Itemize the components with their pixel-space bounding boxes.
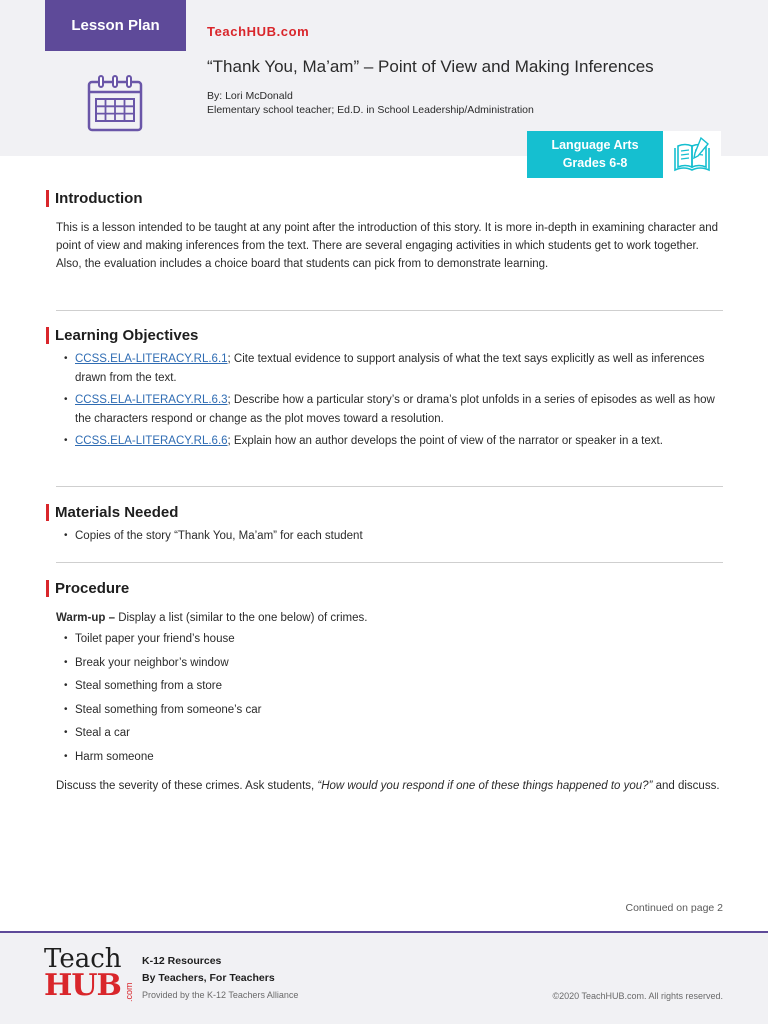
subject-badge — [527, 131, 663, 178]
logo-hub: HUB — [44, 968, 121, 1003]
discuss-text — [56, 777, 723, 795]
list-item: • Toilet paper your friend’s house — [64, 630, 723, 649]
procedure-section — [46, 578, 723, 795]
subject-label: Language Arts — [551, 138, 639, 152]
objectives-heading — [46, 325, 723, 345]
introduction-title: Introduction — [55, 189, 143, 207]
section-divider — [56, 562, 723, 563]
tagline-line-1: K-12 Resources — [142, 955, 222, 967]
lesson-plan-tab: Lesson Plan — [45, 0, 186, 51]
list-item — [64, 391, 723, 428]
discuss-intro: Discuss the severity of these crimes. Ask students, — [56, 780, 318, 793]
grades-label: Grades 6-8 — [562, 156, 628, 170]
list-item: • Steal a car — [64, 724, 723, 743]
objectives-section — [46, 325, 723, 451]
list-item: • Steal something from a store — [64, 677, 723, 696]
warmup-description: Display a list (similar to the one below) of crimes. — [115, 612, 368, 624]
list-item — [64, 350, 723, 387]
objective-text: ; Explain how an author develops the point of view of the narrator or speaker in a text. — [227, 435, 663, 447]
tagline-line-2: By Teachers, For Teachers — [142, 971, 275, 984]
warmup-label: Warm-up – — [56, 612, 115, 624]
open-book-icon — [671, 136, 713, 174]
materials-title: Materials Needed — [55, 503, 179, 521]
list-item: • Copies of the story “Thank You, Ma’am” for each student — [64, 527, 723, 546]
list-item: • Break your neighbor’s window — [64, 654, 723, 673]
author-name: By: Lori McDonald — [207, 90, 293, 102]
warmup-text — [56, 609, 723, 627]
introduction-section — [46, 188, 723, 274]
materials-list — [64, 527, 723, 546]
crimes-list — [64, 630, 723, 766]
introduction-text: This is a lesson intended to be taught at any point after the introduction of this story. It is more in-depth in examining character and point of view and making inferences from the text. There are several engaging activities in which students get to work together. Also, the evaluation includes a choice board that students can pick from to demonstrate learning. — [56, 222, 719, 271]
materials-section — [46, 502, 723, 546]
objective-text: ; Cite textual evidence to support analysis of what the text says explicitly as well as inferences drawn from the text. — [75, 353, 705, 384]
footer-tagline — [142, 953, 275, 986]
page-title: “Thank You, Ma’am” – Point of View and Making Inferences — [207, 57, 654, 76]
heading-accent-bar — [46, 580, 49, 597]
list-item: • Harm someone — [64, 748, 723, 767]
copyright: ©2020 TeachHUB.com. All rights reserved. — [552, 991, 723, 1001]
standard-link[interactable]: CCSS.ELA-LITERACY.RL.6.1 — [75, 353, 228, 365]
heading-accent-bar — [46, 190, 49, 207]
heading-accent-bar — [46, 327, 49, 344]
author-credentials: Elementary school teacher; Ed.D. in School Leadership/Administration — [207, 104, 534, 116]
standard-link[interactable]: CCSS.ELA-LITERACY.RL.6.6 — [75, 435, 228, 447]
discuss-question: “How would you respond if one of these things happened to you?” — [317, 780, 653, 793]
heading-accent-bar — [46, 504, 49, 521]
section-divider — [56, 310, 723, 311]
procedure-title: Procedure — [55, 579, 130, 597]
section-divider — [56, 486, 723, 487]
materials-heading — [46, 502, 723, 522]
list-item: • Steal something from someone’s car — [64, 701, 723, 720]
provided-by: Provided by the K-12 Teachers Alliance — [142, 990, 299, 1000]
logo-teach: Teach — [44, 944, 122, 974]
author-block — [207, 89, 534, 117]
logo-com: .com — [124, 982, 134, 1002]
discuss-end: and discuss. — [652, 780, 720, 793]
procedure-heading — [46, 578, 723, 598]
standard-link[interactable]: CCSS.ELA-LITERACY.RL.6.3 — [75, 394, 228, 406]
book-icon-box — [663, 131, 721, 178]
objectives-list — [64, 350, 723, 451]
list-item — [64, 432, 723, 451]
objectives-title: Learning Objectives — [55, 326, 199, 344]
teachhub-logo[interactable] — [44, 946, 134, 1004]
introduction-heading — [46, 188, 723, 208]
brand-name[interactable]: TeachHUB.com — [207, 24, 310, 39]
continued-note: Continued on page 2 — [625, 902, 723, 914]
calendar-icon — [86, 73, 144, 133]
objective-text: ; Describe how a particular story’s or drama’s plot unfolds in a series of episodes as well as how the characters respond or change as the plot moves toward a resolution. — [75, 394, 715, 425]
